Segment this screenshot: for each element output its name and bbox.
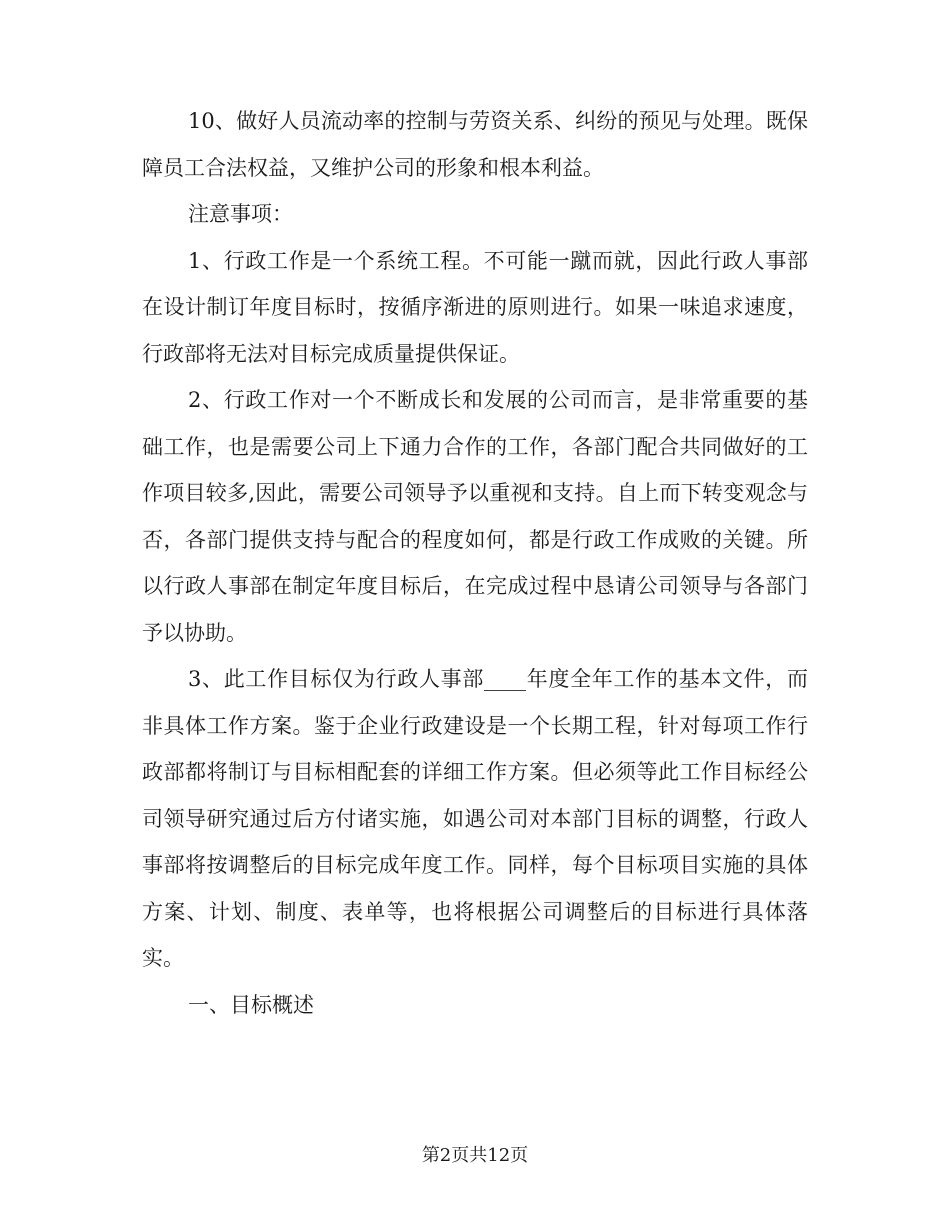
notes-heading: 注意事项： (188, 202, 293, 226)
note-item-3: 3、此工作目标仅为行政人事部____年度全年工作的基本文件，而非具体工作方案。鉴于企业行政建设是一个长期工程，针对每项工作行政部都将制订与目标相配套的详细工作方案。但必须等此工作目标经公司领导研究通过后方付诸实施，如遇公司对本部门目标的调整，行政人事部将按调整后的目标完成年度工作。同样，每个目标项目实施的具体方案、计划、制度、表单等，也将根据公司调整后的目标进行具体落实。 (142, 667, 808, 970)
document-body (142, 98, 808, 1028)
page-number: 第2页共12页 (421, 1145, 529, 1166)
paragraph-item-10: 10、做好人员流动率的控制与劳资关系、纠纷的预见与处理。既保障员工合法权益，又维护公司的形象和根本利益。 (142, 109, 808, 180)
note-item-1: 1、行政工作是一个系统工程。不可能一蹴而就，因此行政人事部在设计制订年度目标时，按循序渐进的原则进行。如果一味追求速度，行政部将无法对目标完成质量提供保证。 (142, 248, 808, 366)
note-item-2: 2、行政工作对一个不断成长和发展的公司而言，是非常重要的基础工作，也是需要公司上下通力合作的工作，各部门配合共同做好的工作项目较多,因此，需要公司领导予以重视和支持。自上而下转变观念与否，各部门提供支持与配合的程度如何，都是行政工作成败的关键。所以行政人事部在制定年度目标后，在完成过程中恳请公司领导与各部门予以协助。 (142, 388, 808, 645)
section-heading-goal-overview: 一、目标概述 (188, 992, 314, 1017)
